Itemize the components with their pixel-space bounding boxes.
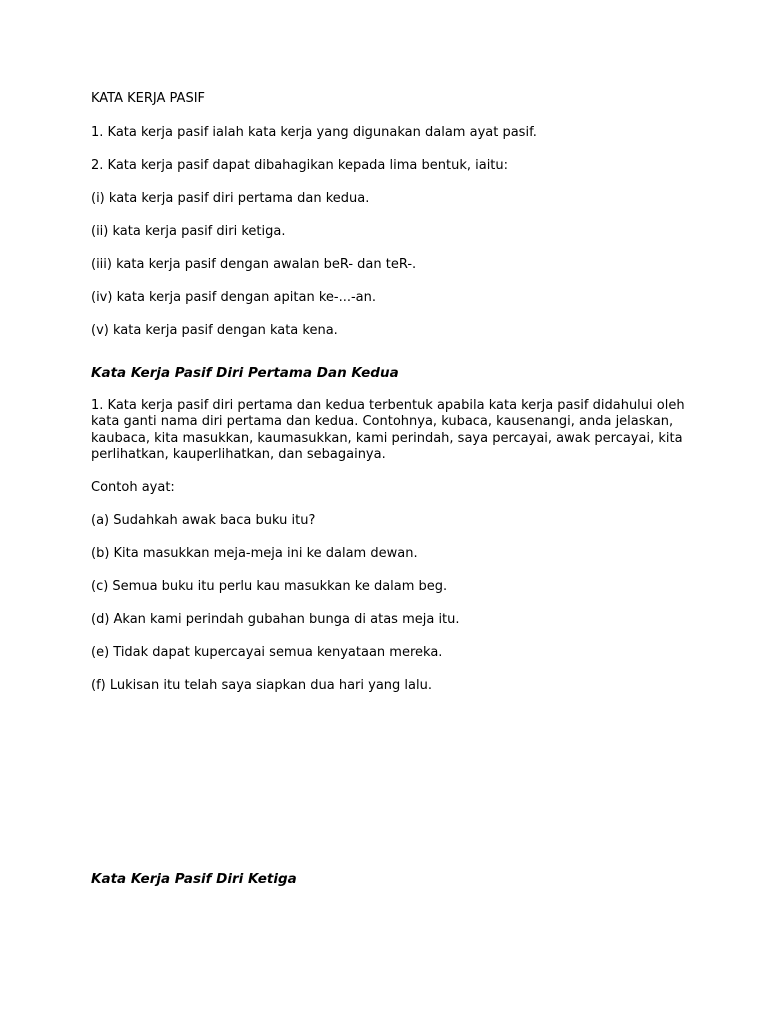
example-sentence-b: (b) Kita masukkan meja-meja ini ke dalam dewan. bbox=[91, 546, 418, 561]
example-sentence-c: (c) Semua buku itu perlu kau masukkan ke dalam beg. bbox=[91, 579, 448, 594]
form-item-v: (v) kata kerja pasif dengan kata kena. bbox=[91, 322, 338, 338]
examples-label: Contoh ayat: bbox=[91, 480, 175, 495]
intro-point-1: 1. Kata kerja pasif ialah kata kerja yang digunakan dalam ayat pasif. bbox=[91, 124, 537, 140]
example-sentence-e: (e) Tidak dapat kupercayai semua kenyataan mereka. bbox=[91, 645, 443, 660]
example-sentence-d: (d) Akan kami perindah gubahan bunga di atas meja itu. bbox=[91, 612, 460, 627]
section-heading-third-person: Kata Kerja Pasif Diri Ketiga bbox=[91, 870, 297, 887]
form-item-iv: (iv) kata kerja pasif dengan apitan ke-...-an. bbox=[91, 289, 376, 305]
form-item-ii: (ii) kata kerja pasif diri ketiga. bbox=[91, 223, 286, 239]
section-paragraph: 1. Kata kerja pasif diri pertama dan kedua terbentuk apabila kata kerja pasif didahului oleh kata ganti nama diri pertama dan kedua. Contohnya, kubaca, kausenangi, anda jelaskan, kaubaca, kita masukkan, kaumasukkan, kami perindah, saya percayai, awak percayai, kita perlihatkan, kauperlihatkan, dan sebagainya. bbox=[91, 397, 685, 462]
form-item-i: (i) kata kerja pasif diri pertama dan kedua. bbox=[91, 190, 370, 206]
form-item-iii: (iii) kata kerja pasif dengan awalan beR- dan teR-. bbox=[91, 256, 417, 272]
document-title: KATA KERJA PASIF bbox=[91, 91, 206, 106]
section-heading-first-second-person: Kata Kerja Pasif Diri Pertama Dan Kedua bbox=[91, 365, 399, 381]
example-sentence-a: (a) Sudahkah awak baca buku itu? bbox=[91, 513, 316, 528]
intro-point-2: 2. Kata kerja pasif dapat dibahagikan kepada lima bentuk, iaitu: bbox=[91, 157, 509, 173]
example-sentence-f: (f) Lukisan itu telah saya siapkan dua hari yang lalu. bbox=[91, 678, 432, 693]
document-page bbox=[91, 91, 691, 903]
